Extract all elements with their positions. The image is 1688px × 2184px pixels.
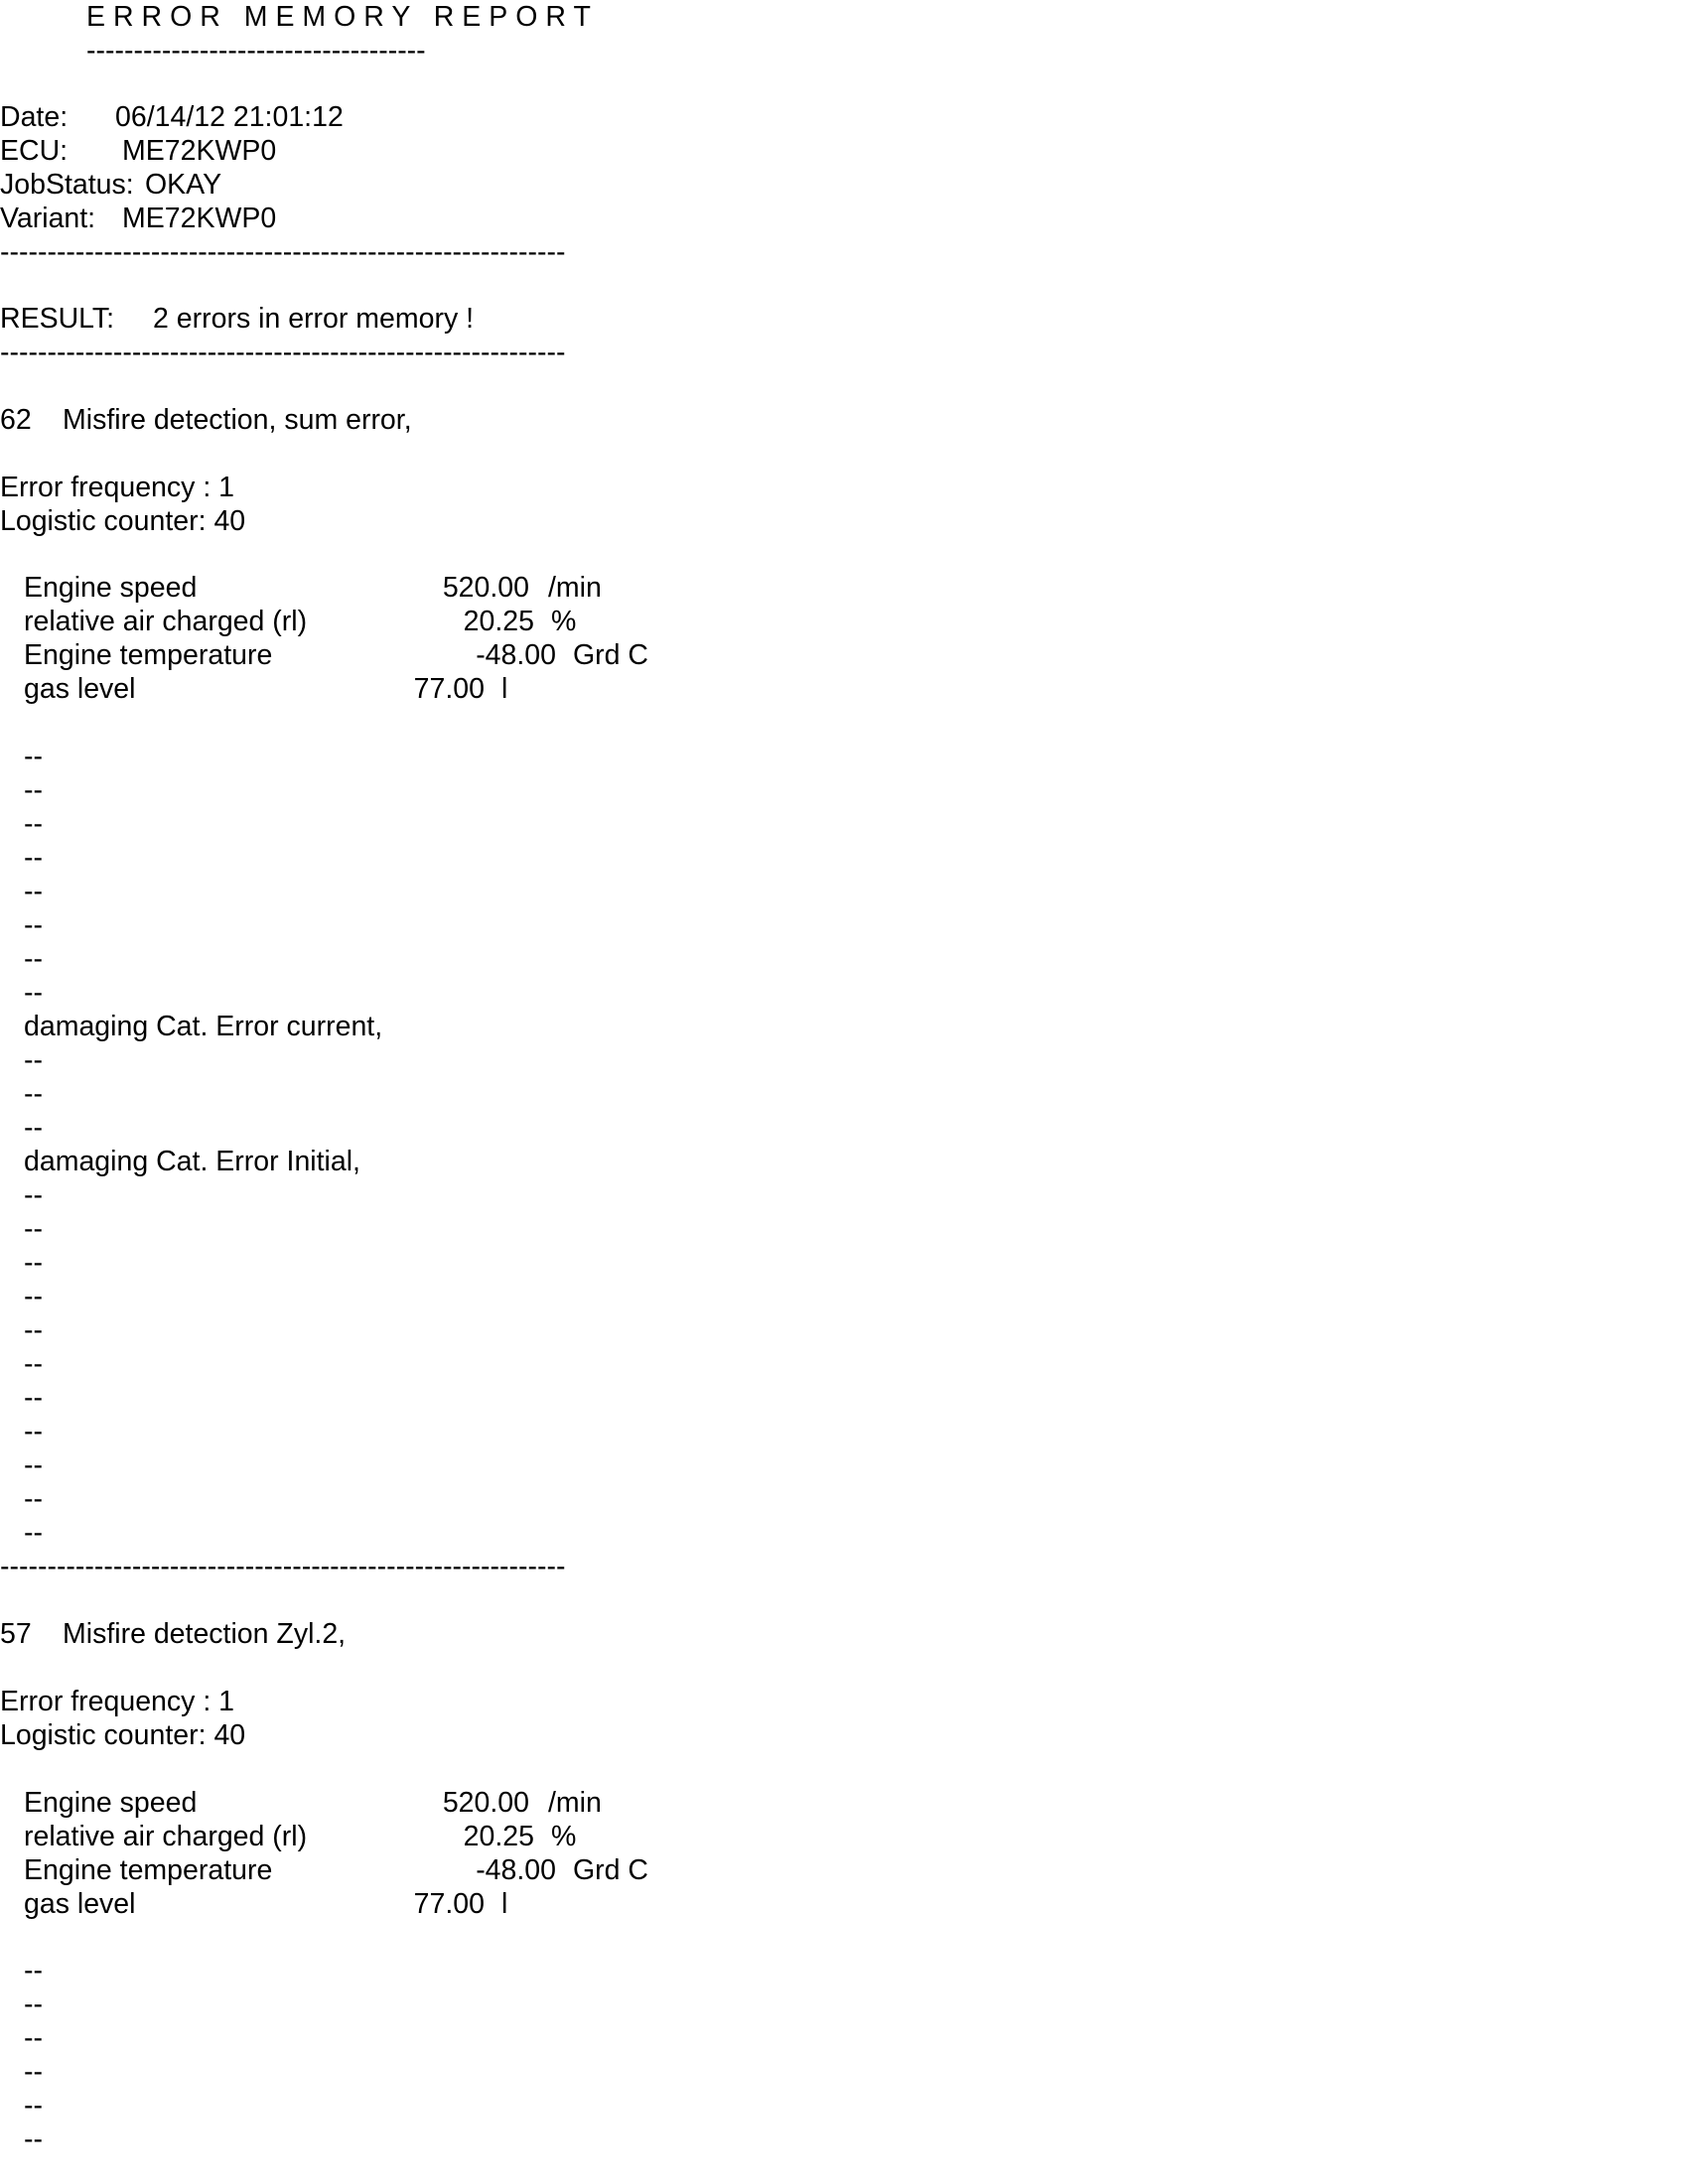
error-frequency: Error frequency : 1 bbox=[0, 1686, 235, 1717]
status-line: -- bbox=[24, 1483, 43, 1515]
status-line: -- bbox=[24, 1078, 43, 1110]
param-unit: l bbox=[501, 1888, 508, 1920]
result-label: RESULT: bbox=[0, 303, 115, 335]
status-line: -- bbox=[24, 808, 43, 840]
status-line: -- bbox=[24, 842, 43, 874]
status-line: -- bbox=[24, 1416, 43, 1447]
error-description: Misfire detection, sum error, bbox=[63, 404, 412, 436]
meta-variant-value: ME72KWP0 bbox=[122, 203, 277, 234]
status-line: damaging Cat. Error current, bbox=[24, 1011, 383, 1042]
status-line: -- bbox=[24, 909, 43, 941]
status-line: -- bbox=[24, 1112, 43, 1144]
status-line: -- bbox=[24, 1348, 43, 1380]
status-line: -- bbox=[24, 2022, 43, 2054]
param-name: Engine speed bbox=[24, 572, 198, 604]
param-unit: % bbox=[551, 606, 577, 637]
meta-date-value: 06/14/12 21:01:12 bbox=[115, 101, 344, 133]
meta-date-label: Date: bbox=[0, 101, 69, 133]
param-name: relative air charged (rl) bbox=[24, 606, 308, 637]
status-line: -- bbox=[24, 1988, 43, 2020]
meta-ecu-label: ECU: bbox=[0, 135, 69, 167]
status-line: -- bbox=[24, 2090, 43, 2121]
status-line: -- bbox=[24, 977, 43, 1009]
status-line: -- bbox=[24, 1247, 43, 1279]
error-code: 62 bbox=[0, 404, 32, 436]
param-name: Engine speed bbox=[24, 1787, 198, 1819]
report-title: ERROR MEMORY REPORT bbox=[86, 1, 599, 33]
param-value: -48.00 bbox=[476, 639, 556, 671]
param-unit: Grd C bbox=[573, 639, 649, 671]
param-unit: /min bbox=[548, 572, 602, 604]
param-unit: Grd C bbox=[573, 1854, 649, 1886]
logistic-counter: Logistic counter: 40 bbox=[0, 505, 246, 537]
status-line: -- bbox=[24, 1382, 43, 1414]
param-name: Engine temperature bbox=[24, 1854, 273, 1886]
param-name: gas level bbox=[24, 673, 136, 705]
status-line: -- bbox=[24, 1179, 43, 1211]
status-line: damaging Cat. Error Initial, bbox=[24, 1146, 360, 1177]
param-value: -48.00 bbox=[476, 1854, 556, 1886]
status-line: -- bbox=[24, 1449, 43, 1481]
status-line: -- bbox=[24, 1213, 43, 1245]
meta-jobstatus-label: JobStatus: bbox=[0, 169, 134, 201]
param-name: gas level bbox=[24, 1888, 136, 1920]
separator: ------------------------------------------------------------ bbox=[0, 1551, 566, 1582]
param-value: 20.25 bbox=[463, 1821, 534, 1852]
meta-variant-label: Variant: bbox=[0, 203, 96, 234]
title-underline: ------------------------------------ bbox=[86, 35, 426, 67]
status-line: -- bbox=[24, 774, 43, 806]
status-line: -- bbox=[24, 1955, 43, 1986]
separator: ------------------------------------------------------------ bbox=[0, 337, 566, 368]
status-line: -- bbox=[24, 1044, 43, 1076]
param-unit: /min bbox=[548, 1787, 602, 1819]
separator: ------------------------------------------------------------ bbox=[0, 236, 566, 268]
error-frequency: Error frequency : 1 bbox=[0, 472, 235, 503]
status-line: -- bbox=[24, 741, 43, 772]
status-line: -- bbox=[24, 1314, 43, 1346]
param-value: 520.00 bbox=[442, 572, 529, 604]
param-name: Engine temperature bbox=[24, 639, 273, 671]
meta-ecu-value: ME72KWP0 bbox=[122, 135, 277, 167]
status-line: -- bbox=[24, 876, 43, 907]
logistic-counter: Logistic counter: 40 bbox=[0, 1719, 246, 1751]
result-value: 2 errors in error memory ! bbox=[153, 303, 475, 335]
status-line: -- bbox=[24, 2056, 43, 2088]
status-line: -- bbox=[24, 1281, 43, 1312]
status-line: -- bbox=[24, 1517, 43, 1549]
error-code: 57 bbox=[0, 1618, 32, 1650]
param-value: 77.00 bbox=[413, 673, 485, 705]
param-name: relative air charged (rl) bbox=[24, 1821, 308, 1852]
status-line: -- bbox=[24, 943, 43, 975]
param-value: 77.00 bbox=[413, 1888, 485, 1920]
param-unit: l bbox=[501, 673, 508, 705]
param-value: 20.25 bbox=[463, 606, 534, 637]
meta-jobstatus-value: OKAY bbox=[145, 169, 222, 201]
status-line: -- bbox=[24, 2123, 43, 2155]
param-unit: % bbox=[551, 1821, 577, 1852]
error-description: Misfire detection Zyl.2, bbox=[63, 1618, 347, 1650]
param-value: 520.00 bbox=[442, 1787, 529, 1819]
